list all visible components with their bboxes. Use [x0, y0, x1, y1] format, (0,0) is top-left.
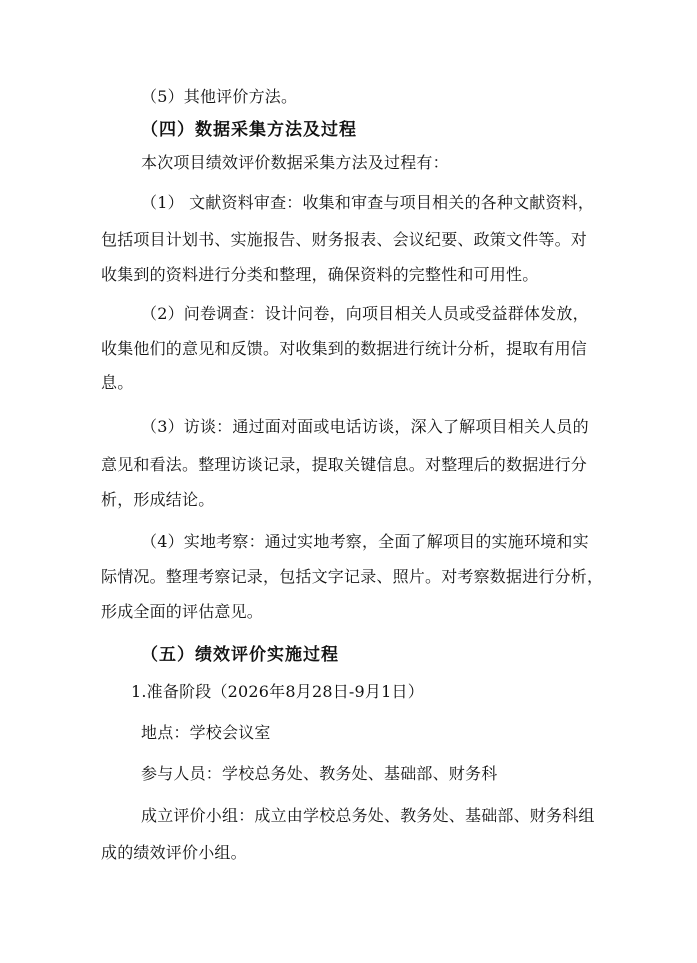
- paragraph-line-survey-2: 收集他们的意见和反馈。对收集到的数据进行统计分析，提取有用信: [101, 339, 588, 358]
- paragraph-line-other-methods: （5）其他评价方法。: [141, 87, 298, 106]
- paragraph-line-fieldwork-1: （4）实地考察：通过实地考察，全面了解项目的实施环境和实: [141, 532, 589, 551]
- paragraph-line-group-2: 成的绩效评价小组。: [101, 843, 247, 862]
- paragraph-line-literature-2: 包括项目计划书、实施报告、财务报表、会议纪要、政策文件等。对: [101, 230, 588, 249]
- paragraph-line-group-1: 成立评价小组：成立由学校总务处、教务处、基础部、财务科组: [141, 806, 595, 825]
- paragraph-line-participants: 参与人员：学校总务处、教务处、基础部、财务科: [141, 764, 498, 783]
- paragraph-line-intro: 本次项目绩效评价数据采集方法及过程有：: [141, 153, 449, 172]
- section-heading-implementation: （五）绩效评价实施过程: [141, 645, 339, 665]
- paragraph-line-fieldwork-2: 际情况。整理考察记录，包括文字记录、照片。对考察数据进行分析，: [101, 567, 604, 586]
- paragraph-line-location: 地点：学校会议室: [141, 723, 271, 742]
- paragraph-line-interview-3: 析，形成结论。: [101, 490, 215, 509]
- paragraph-line-interview-2: 意见和看法。整理访谈记录，提取关键信息。对整理后的数据进行分: [101, 455, 588, 474]
- paragraph-line-literature-3: 收集到的资料进行分类和整理，确保资料的完整性和可用性。: [101, 265, 539, 284]
- section-heading-data-collection: （四）数据采集方法及过程: [141, 120, 357, 140]
- paragraph-line-interview-1: （3）访谈：通过面对面或电话访谈，深入了解项目相关人员的: [141, 417, 589, 436]
- paragraph-line-survey-1: （2）问卷调查：设计问卷，向项目相关人员或受益群体发放，: [141, 304, 589, 323]
- paragraph-line-fieldwork-3: 形成全面的评估意见。: [101, 602, 264, 621]
- paragraph-line-literature-1: （1） 文献资料审查：收集和审查与项目相关的各种文献资料，: [141, 193, 595, 212]
- paragraph-line-survey-3: 息。: [101, 373, 134, 392]
- paragraph-line-preparation-stage: 1.准备阶段（2026年8月28日-9月1日）: [131, 682, 424, 701]
